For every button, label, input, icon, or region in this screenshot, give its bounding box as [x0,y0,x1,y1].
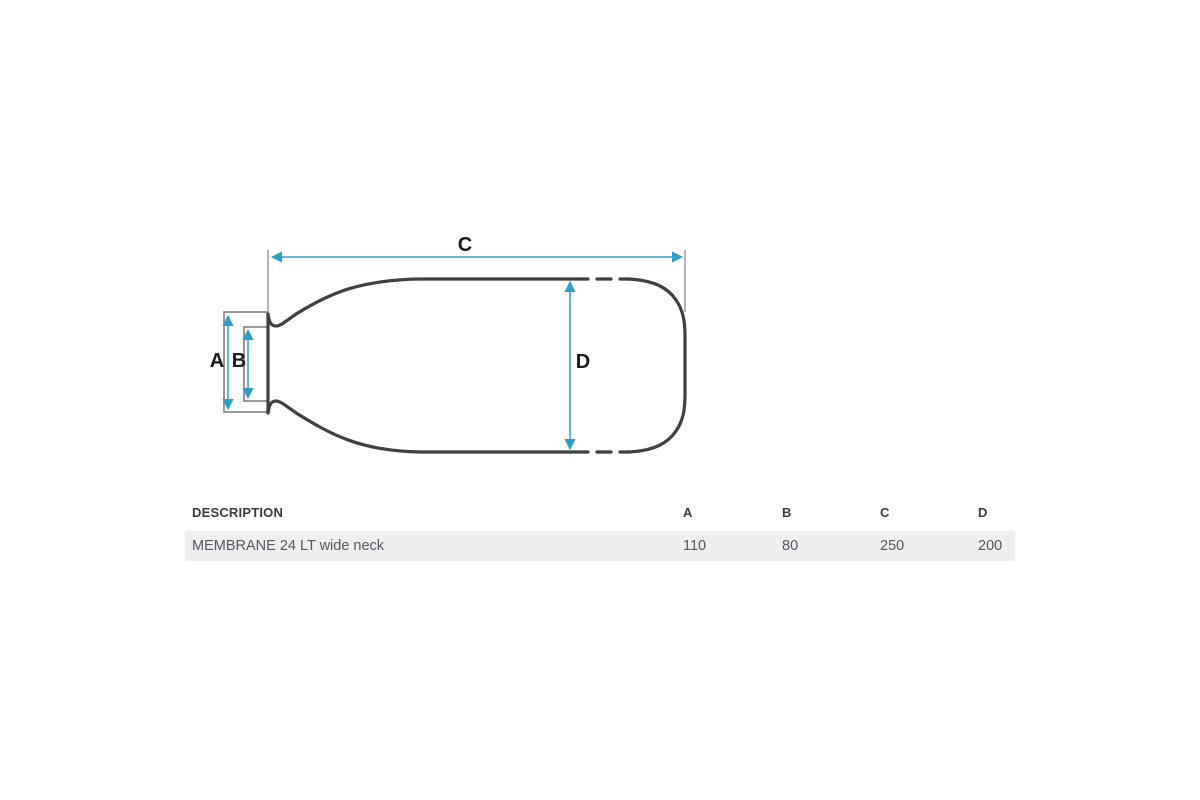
cell-b: 80 [782,538,799,554]
dimension-label-a: A [209,350,225,372]
dimension-label-c: C [457,234,473,256]
cell-c: 250 [880,538,905,554]
dimension-label-b: B [231,350,247,372]
header-d: D [978,504,988,520]
table-row [185,531,1015,561]
end-cap-outline [628,279,685,452]
table-header-row [185,500,1015,524]
membrane-outline [268,279,685,452]
header-c: C [880,504,890,520]
cell-description: MEMBRANE 24 LT wide neck [192,538,385,554]
top-profile [268,279,572,326]
extension-lines [268,250,685,312]
cell-d: 200 [978,538,1003,554]
header-description: DESCRIPTION [192,504,284,520]
dimensions-table [185,500,1015,561]
header-a: A [683,504,693,520]
dimension-lines [228,257,682,449]
cell-a: 110 [683,538,707,554]
bottom-profile [268,401,572,452]
dimension-label-d: D [575,351,591,373]
header-b: B [782,504,792,520]
